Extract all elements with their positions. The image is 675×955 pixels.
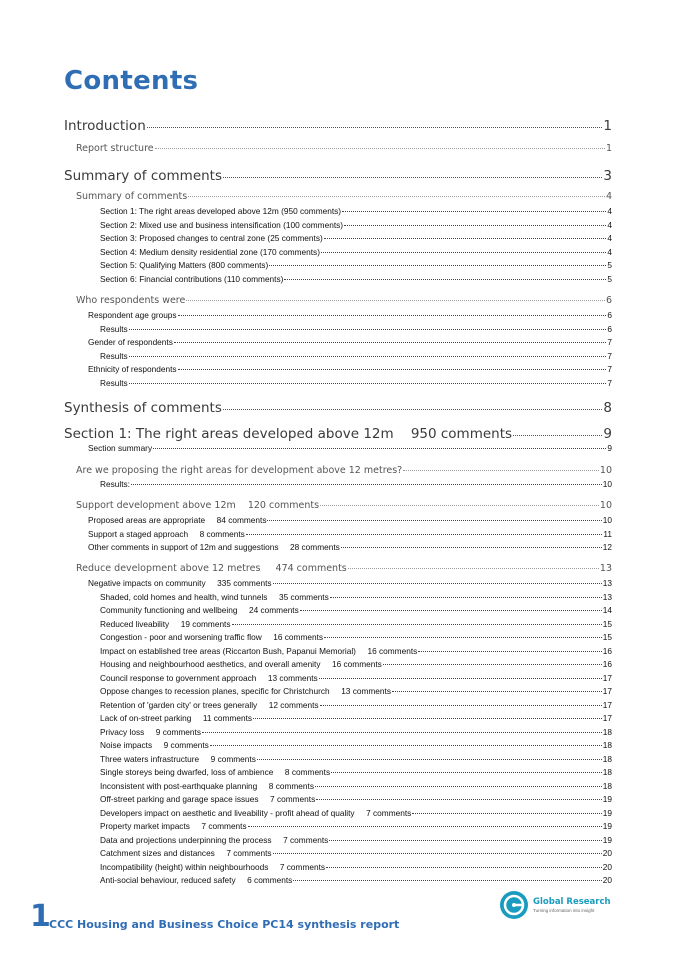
toc-entry-title: Other comments in support of 12m and suggestions 28 comments: [88, 542, 340, 552]
toc-entry-title: Section 5: Qualifying Matters (800 comments): [100, 260, 269, 270]
toc-dot-leader: [513, 435, 602, 436]
toc-entry-title: Privacy loss 9 comments: [100, 727, 201, 737]
toc-dot-leader: [155, 148, 605, 149]
toc-entry-title: Introduction: [64, 118, 146, 134]
toc-dot-leader: [188, 196, 605, 197]
toc-entry[interactable]: [76, 295, 612, 306]
toc-entry-page-number: 20: [602, 848, 612, 858]
toc-entry-title: Who respondents were: [76, 295, 186, 306]
toc-entry-page-number: 5: [607, 274, 612, 284]
toc-entry-page-number: 4: [607, 206, 612, 216]
toc-entry[interactable]: [88, 542, 612, 552]
global-research-logo-icon: [499, 890, 529, 920]
toc-entry-title: Results: [100, 378, 128, 388]
toc-dot-leader: [300, 610, 602, 611]
toc-entry-page-number: 17: [602, 700, 612, 710]
toc-entry[interactable]: [88, 578, 612, 588]
toc-dot-leader: [273, 853, 602, 854]
toc-dot-leader: [253, 718, 602, 719]
toc-dot-leader: [324, 637, 602, 638]
toc-entry-title: Retention of 'garden city' or trees generally 12 comments: [100, 700, 319, 710]
toc-entry-title: Gender of respondents: [88, 337, 173, 347]
toc-entry-title: Synthesis of comments: [64, 400, 222, 416]
toc-entry[interactable]: [88, 515, 612, 525]
toc-dot-leader: [129, 356, 607, 357]
toc-dot-leader: [246, 534, 603, 535]
toc-entry-page-number: 19: [602, 821, 612, 831]
toc-dot-leader: [186, 300, 605, 301]
toc-entry-title: Anti-social behaviour, reduced safety 6 comments: [100, 875, 293, 885]
toc-dot-leader: [324, 238, 607, 239]
toc-entry-page-number: 6: [607, 310, 612, 320]
toc-entry[interactable]: [100, 646, 612, 656]
toc-dot-leader: [319, 678, 602, 679]
toc-entry-title: Reduce development above 12 metres 474 comments: [76, 563, 347, 574]
toc-dot-leader: [248, 826, 602, 827]
toc-entry-page-number: 8: [603, 400, 612, 416]
toc-dot-leader: [147, 127, 603, 128]
toc-entry[interactable]: [76, 143, 612, 154]
toc-entry-title: Results: [100, 351, 128, 361]
toc-entry-page-number: 1: [605, 143, 612, 154]
toc-entry-title: Summary of comments: [76, 191, 188, 202]
toc-dot-leader: [174, 342, 607, 343]
toc-dot-leader: [418, 651, 601, 652]
toc-entry[interactable]: [100, 767, 612, 777]
toc-entry[interactable]: [100, 274, 612, 284]
toc-entry[interactable]: [100, 713, 612, 723]
toc-entry-title: Support development above 12m 120 comments: [76, 500, 320, 511]
toc-dot-leader: [210, 745, 602, 746]
toc-entry-title: Are we proposing the right areas for development above 12 metres?: [76, 465, 403, 476]
toc-dot-leader: [223, 409, 603, 410]
toc-entry-title: Council response to government approach 13 comments: [100, 673, 318, 683]
toc-dot-leader: [320, 705, 602, 706]
toc-entry-page-number: 4: [607, 220, 612, 230]
toc-dot-leader: [330, 597, 602, 598]
toc-entry[interactable]: [76, 191, 612, 202]
page-title: Contents: [64, 66, 199, 96]
toc-entry[interactable]: [100, 233, 612, 243]
toc-entry-title: Results: [100, 324, 128, 334]
toc-entry-page-number: 6: [605, 295, 612, 306]
toc-dot-leader: [284, 279, 606, 280]
toc-entry-page-number: 18: [602, 781, 612, 791]
toc-entry-title: Section 6: Financial contributions (110 comments): [100, 274, 284, 284]
toc-entry-title: Housing and neighbourhood aesthetics, and overall amenity 16 comments: [100, 659, 382, 669]
toc-entry[interactable]: [100, 686, 612, 696]
toc-entry-page-number: 10: [599, 500, 612, 511]
toc-dot-leader: [348, 568, 599, 569]
toc-entry-title: Section 1: The right areas developed above 12m (950 comments): [100, 206, 342, 216]
toc-entry-page-number: 11: [603, 529, 612, 539]
toc-entry-title: Property market impacts 7 comments: [100, 821, 247, 831]
toc-entry-page-number: 13: [602, 578, 612, 588]
toc-dot-leader: [178, 369, 607, 370]
toc-entry[interactable]: [100, 605, 612, 615]
toc-entry[interactable]: [100, 673, 612, 683]
toc-entry[interactable]: [100, 740, 612, 750]
toc-entry[interactable]: [64, 168, 612, 184]
toc-entry-page-number: 7: [607, 337, 612, 347]
toc-entry-page-number: 10: [602, 515, 612, 525]
toc-entry-title: Three waters infrastructure 9 comments: [100, 754, 256, 764]
toc-dot-leader: [320, 505, 599, 506]
toc-entry-page-number: 7: [607, 364, 612, 374]
toc-entry-page-number: 4: [605, 191, 612, 202]
toc-dot-leader: [257, 759, 602, 760]
toc-dot-leader: [392, 691, 602, 692]
toc-dot-leader: [273, 583, 602, 584]
toc-entry-title: Support a staged approach 8 comments: [88, 529, 245, 539]
toc-dot-leader: [129, 383, 607, 384]
toc-dot-leader: [267, 520, 601, 521]
toc-entry-page-number: 18: [602, 740, 612, 750]
toc-entry[interactable]: [100, 324, 612, 334]
toc-entry-page-number: 14: [602, 605, 612, 615]
toc-entry-page-number: 7: [607, 378, 612, 388]
toc-entry-title: Section 3: Proposed changes to central zone (25 comments): [100, 233, 323, 243]
toc-dot-leader: [331, 772, 602, 773]
toc-entry-page-number: 13: [602, 592, 612, 602]
toc-entry-title: Catchment sizes and distances 7 comments: [100, 848, 272, 858]
toc-entry-title: Respondent age groups: [88, 310, 177, 320]
toc-entry-page-number: 17: [602, 713, 612, 723]
toc-entry[interactable]: [100, 727, 612, 737]
toc-entry[interactable]: [100, 794, 612, 804]
toc-entry[interactable]: [64, 118, 612, 134]
toc-entry-title: Incompatibility (height) within neighbourhoods 7 comments: [100, 862, 326, 872]
toc-entry-title: Developers impact on aesthetic and liveability - profit ahead of quality 7 comments: [100, 808, 412, 818]
toc-entry[interactable]: [88, 443, 612, 453]
toc-entry[interactable]: [100, 754, 612, 764]
toc-dot-leader: [383, 664, 602, 665]
toc-dot-leader: [326, 867, 602, 868]
toc-entry[interactable]: [100, 700, 612, 710]
toc-entry-page-number: 16: [602, 646, 612, 656]
toc-entry[interactable]: [100, 659, 612, 669]
toc-entry[interactable]: [76, 500, 612, 511]
toc-entry[interactable]: [100, 592, 612, 602]
toc-entry[interactable]: [76, 563, 612, 574]
toc-entry[interactable]: [100, 247, 612, 257]
toc-entry[interactable]: [100, 260, 612, 270]
toc-entry-page-number: 20: [602, 862, 612, 872]
toc-dot-leader: [329, 840, 601, 841]
toc-entry[interactable]: [88, 310, 612, 320]
toc-entry-page-number: 1: [603, 118, 612, 134]
toc-entry-page-number: 7: [607, 351, 612, 361]
toc-entry-page-number: 15: [602, 619, 612, 629]
toc-entry-page-number: 6: [607, 324, 612, 334]
toc-entry[interactable]: [100, 848, 612, 858]
toc-entry-title: Community functioning and wellbeing 24 comments: [100, 605, 299, 615]
logo-name: Global Research: [533, 897, 611, 907]
toc-dot-leader: [403, 470, 599, 471]
toc-entry-page-number: 19: [602, 808, 612, 818]
toc-entry[interactable]: [64, 426, 612, 442]
toc-entry[interactable]: [100, 835, 612, 845]
toc-entry-page-number: 19: [602, 794, 612, 804]
toc-entry[interactable]: [100, 808, 612, 818]
toc-entry[interactable]: [76, 465, 612, 476]
toc-entry-page-number: 10: [599, 465, 612, 476]
toc-entry-title: Proposed areas are appropriate 84 comments: [88, 515, 267, 525]
toc-entry[interactable]: [64, 400, 612, 416]
toc-entry-title: Section 2: Mixed use and business intensification (100 comments): [100, 220, 344, 230]
global-research-logo: [499, 888, 619, 922]
toc-entry-title: Noise impacts 9 comments: [100, 740, 209, 750]
toc-entry-page-number: 16: [602, 659, 612, 669]
toc-entry-title: Single storeys being dwarfed, loss of ambience 8 comments: [100, 767, 331, 777]
toc-entry-title: Off-street parking and garage space issues 7 comments: [100, 794, 316, 804]
toc-entry[interactable]: [100, 821, 612, 831]
toc-entry-title: Section 4: Medium density residential zone (170 comments): [100, 247, 320, 257]
toc-dot-leader: [344, 225, 606, 226]
toc-entry-page-number: 18: [602, 767, 612, 777]
toc-entry-page-number: 18: [602, 754, 612, 764]
toc-entry-page-number: 19: [602, 835, 612, 845]
toc-dot-leader: [129, 329, 607, 330]
toc-entry-title: Congestion - poor and worsening traffic flow 16 comments: [100, 632, 324, 642]
toc-entry-title: Data and projections underpinning the process 7 comments: [100, 835, 329, 845]
toc-entry-page-number: 3: [603, 168, 612, 184]
toc-dot-leader: [342, 211, 606, 212]
toc-dot-leader: [293, 880, 601, 881]
toc-entry[interactable]: [100, 479, 612, 489]
toc-entry-title: Impact on established tree areas (Riccarton Bush, Papanui Memorial) 16 comments: [100, 646, 418, 656]
toc-entry-page-number: 5: [607, 260, 612, 270]
toc-dot-leader: [316, 799, 602, 800]
toc-entry-page-number: 18: [602, 727, 612, 737]
toc-entry[interactable]: [100, 875, 612, 885]
toc-entry-page-number: 17: [602, 686, 612, 696]
toc-entry[interactable]: [88, 337, 612, 347]
toc-entry-page-number: 13: [599, 563, 612, 574]
toc-dot-leader: [202, 732, 602, 733]
toc-entry[interactable]: [100, 378, 612, 388]
toc-entry-page-number: 9: [607, 443, 612, 453]
toc-entry-page-number: 9: [603, 426, 612, 442]
toc-entry-title: Report structure: [76, 143, 154, 154]
toc-dot-leader: [321, 252, 606, 253]
toc-entry[interactable]: [100, 206, 612, 216]
toc-entry[interactable]: [100, 781, 612, 791]
toc-entry-title: Shaded, cold homes and health, wind tunnels 35 comments: [100, 592, 329, 602]
toc-dot-leader: [178, 315, 607, 316]
toc-entry-page-number: 4: [607, 247, 612, 257]
toc-dot-leader: [131, 484, 602, 485]
toc-entry-page-number: 15: [602, 632, 612, 642]
toc-entry[interactable]: [100, 351, 612, 361]
footer-report-title: CCC Housing and Business Choice PC14 synthesis report: [49, 918, 400, 931]
toc-entry-page-number: 20: [602, 875, 612, 885]
toc-entry-page-number: 4: [607, 233, 612, 243]
toc-entry-title: Oppose changes to recession planes, specific for Christchurch 13 comments: [100, 686, 391, 696]
toc-entry-title: Lack of on-street parking 11 comments: [100, 713, 253, 723]
toc-entry-title: Summary of comments: [64, 168, 223, 184]
toc-dot-leader: [315, 786, 602, 787]
logo-tagline: Turning information into insight: [533, 908, 595, 913]
toc-entry[interactable]: [88, 364, 612, 374]
toc-dot-leader: [341, 547, 602, 548]
toc-entry-title: Results:: [100, 479, 130, 489]
toc-entry-title: Section 1: The right areas developed above 12m 950 comments: [64, 426, 513, 442]
toc-entry-title: Section summary: [88, 443, 153, 453]
toc-entry[interactable]: [100, 619, 612, 629]
toc-entry[interactable]: [100, 220, 612, 230]
toc-dot-leader: [412, 813, 601, 814]
toc-dot-leader: [153, 448, 606, 449]
footer-page-number: 1: [30, 899, 51, 934]
toc-dot-leader: [223, 177, 602, 178]
toc-entry[interactable]: [100, 862, 612, 872]
toc-entry-title: Ethnicity of respondents: [88, 364, 177, 374]
toc-entry[interactable]: [88, 529, 612, 539]
toc-dot-leader: [232, 624, 602, 625]
toc-entry-page-number: 12: [602, 542, 612, 552]
toc-entry-page-number: 17: [602, 673, 612, 683]
toc-entry-page-number: 10: [602, 479, 612, 489]
toc-entry-title: Negative impacts on community 335 comments: [88, 578, 272, 588]
toc-entry[interactable]: [100, 632, 612, 642]
toc-entry-title: Inconsistent with post-earthquake planning 8 comments: [100, 781, 314, 791]
toc-dot-leader: [269, 265, 606, 266]
toc-entry-title: Reduced liveability 19 comments: [100, 619, 231, 629]
